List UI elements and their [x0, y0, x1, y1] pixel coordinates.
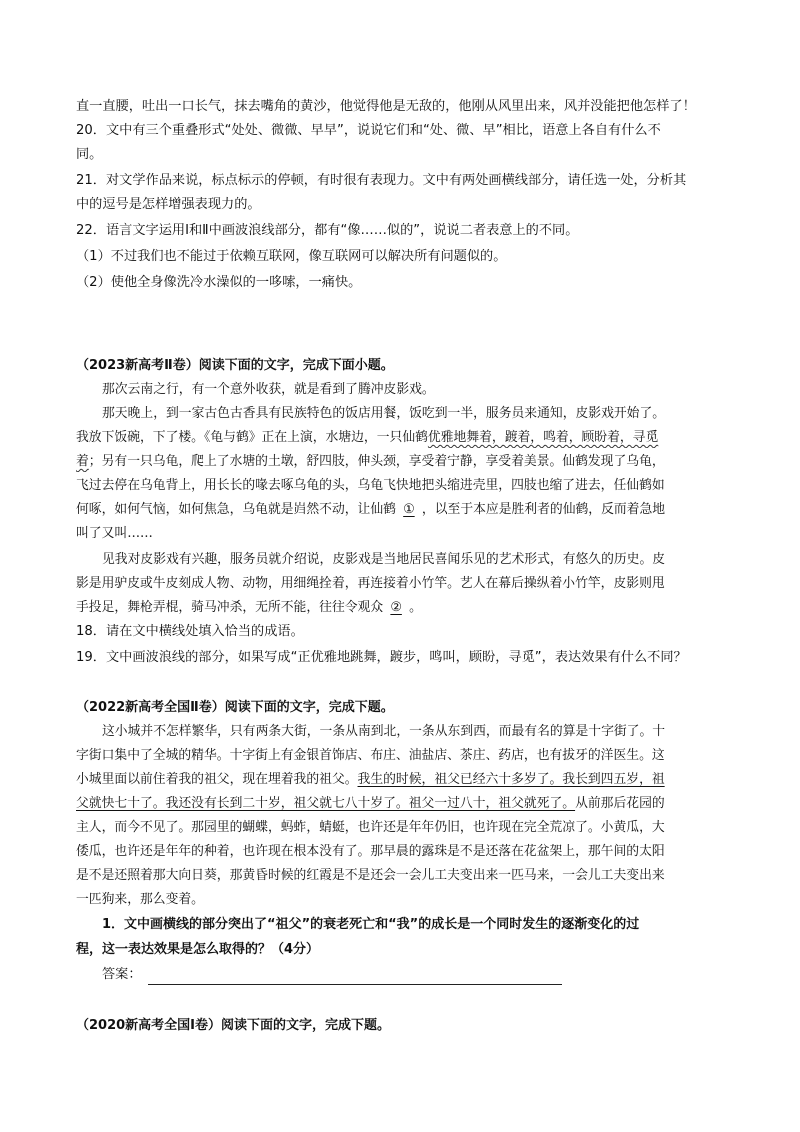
- question-22: 22．语言文字运用Ⅰ和Ⅱ中画波浪线部分，都有“像……似的”，说说二者表意上的不同。: [76, 223, 579, 238]
- question-22-item-2: （2）使他全身像洗冷水澡似的一哆嗦，一痛快。: [76, 275, 362, 290]
- paragraph-line: 是不是还照着那大向日葵，那黄昏时候的红霞是不是还会一会儿工夫变出来一匹马来，一会儿工夫变出来: [76, 868, 665, 883]
- paragraph-line: [76, 428, 744, 448]
- answer-label: 答案：: [102, 967, 142, 982]
- paragraph-line: [76, 598, 744, 618]
- fill-blank-2: ②: [390, 600, 402, 615]
- paragraph-line: 那天晚上，到一家古色古香具有民族特色的饭店用餐，饭吃到一半，服务员来通知，皮影戏开始了。: [102, 406, 666, 421]
- question-21-cont: 中的逗号是怎样增强表现力的。: [76, 197, 261, 212]
- underlined-text: 我生的时候，祖父已经六十多岁了。我长到四五岁，祖: [357, 772, 665, 787]
- answer-row: [102, 965, 744, 985]
- question-18: 18．请在文中横线处填入恰当的成语。: [76, 624, 304, 639]
- text-span: ，以至于本应是胜利者的仙鹤，反而着急地: [421, 502, 666, 517]
- text-span: 小城里面以前住着我的祖父，现在埋着我的祖父。: [76, 772, 358, 787]
- text-span: ；另有一只乌龟，爬上了水塘的土墩，舒四肢，伸头颈，享受着宁静，享受着美景。仙鹤发现了乌龟，: [88, 454, 665, 469]
- fill-blank-1: ①: [403, 502, 415, 517]
- paragraph-line: 见我对皮影戏有兴趣，服务员就介绍说，皮影戏是当地居民喜闻乐见的艺术形式，有悠久的历史。皮: [102, 552, 666, 567]
- paragraph-line: 这小城并不怎样繁华，只有两条大街，一条从南到北，一条从东到西，而最有名的算是十字街了。十: [102, 724, 666, 739]
- paragraph-line: [76, 452, 744, 472]
- text-span: 从前那后花园的: [575, 796, 665, 811]
- question-20-cont: 同。: [76, 147, 103, 162]
- section-heading-2022: （2022新高考全国Ⅱ卷）阅读下面的文字，完成下题。: [76, 700, 394, 715]
- question-1: 1．文中画横线的部分突出了“祖父”的衰老死亡和“我”的成长是一个同时发生的逐渐变化的过: [102, 917, 640, 932]
- question-1-cont: 程，这一表达效果是怎么取得的？（4分）: [76, 942, 320, 957]
- paragraph-line: 飞过去停在乌龟背上，用长长的喙去啄乌龟的头，乌龟飞快地把头缩进壳里，四肢也缩了进去，任仙鹤如: [76, 478, 665, 493]
- paragraph-line: [76, 794, 744, 814]
- paragraph-line: 那次云南之行，有一个意外收获，就是看到了腾冲皮影戏。: [102, 382, 435, 397]
- paragraph-line: 一匹狗来，那么变着。: [76, 892, 204, 907]
- question-22-item-1: （1）不过我们也不能过于依赖互联网，像互联网可以解决所有问题似的。: [76, 249, 507, 264]
- section-heading-2020: （2020新高考全国Ⅰ卷）阅读下面的文字，完成下题。: [76, 1018, 391, 1033]
- question-20: 20．文中有三个重叠形式“处处、微微、早早”，说说它们和“处、微、早”相比，语意上各自有什么不: [76, 123, 661, 138]
- paragraph-line: [76, 770, 744, 790]
- wavy-underlined-text: 着: [76, 454, 89, 469]
- text-span: 手投足，舞枪弄棍，骑马冲杀，无所不能，往往令观众: [76, 600, 384, 615]
- underlined-text: 父就快七十了。我还没有长到二十岁，祖父就七八十岁了。祖父一过八十，祖父就死了。: [76, 796, 576, 811]
- paragraph-line: 叫了又叫……: [76, 526, 153, 541]
- paragraph-line: 倭瓜，也许还是年年的种着，也许现在根本没有了。那早晨的露珠是不是还落在花盆架上，那午间的太阳: [76, 844, 665, 859]
- section-heading-2023: （2023新高考Ⅱ卷）阅读下面的文字，完成下面小题。: [76, 358, 394, 373]
- paragraph-line: 影是用驴皮或牛皮刻成人物、动物，用细绳拴着，再连接着小竹竿。艺人在幕后操纵着小竹竿，皮影则甩: [76, 576, 665, 591]
- question-21: 21．对文学作品来说，标点标示的停顿，有时很有表现力。文中有两处画横线部分，请任选一处，分析其: [76, 173, 687, 188]
- paragraph-line: 字街口集中了全城的精华。十字街上有金银首饰店、布庄、油盐店、茶庄、药店，也有拔牙的洋医生。这: [76, 748, 665, 763]
- paragraph-line: [76, 500, 744, 520]
- wavy-underlined-text: 优雅地舞着，踱着，鸣着，顾盼着，寻觅: [427, 430, 659, 445]
- paragraph-line: 主人，而今不见了。那园里的蝴蝶，蚂蚱，蜻蜓，也许还是年年仍旧，也许现在完全荒凉了。小黄瓜，大: [76, 820, 665, 835]
- text-span: 我放下饭碗，下了楼。《龟与鹤》正在上演，水塘边，一只仙鹤: [76, 430, 428, 445]
- text-line: 直一直腰，吐出一口长气，抹去嘴角的黄沙，他觉得他是无敌的，他刚从风里出来，风并没能把他怎样了！: [76, 99, 696, 114]
- text-span: 。: [409, 600, 422, 615]
- question-19: 19．文中画波浪线的部分，如果写成“正优雅地跳舞，踱步，鸣叫，顾盼，寻觅”，表达效果有什么不同？: [76, 650, 687, 665]
- text-span: 何啄，如何气恼，如何焦急，乌龟就是岿然不动，让仙鹤: [76, 502, 396, 517]
- answer-blank-line[interactable]: [148, 968, 562, 985]
